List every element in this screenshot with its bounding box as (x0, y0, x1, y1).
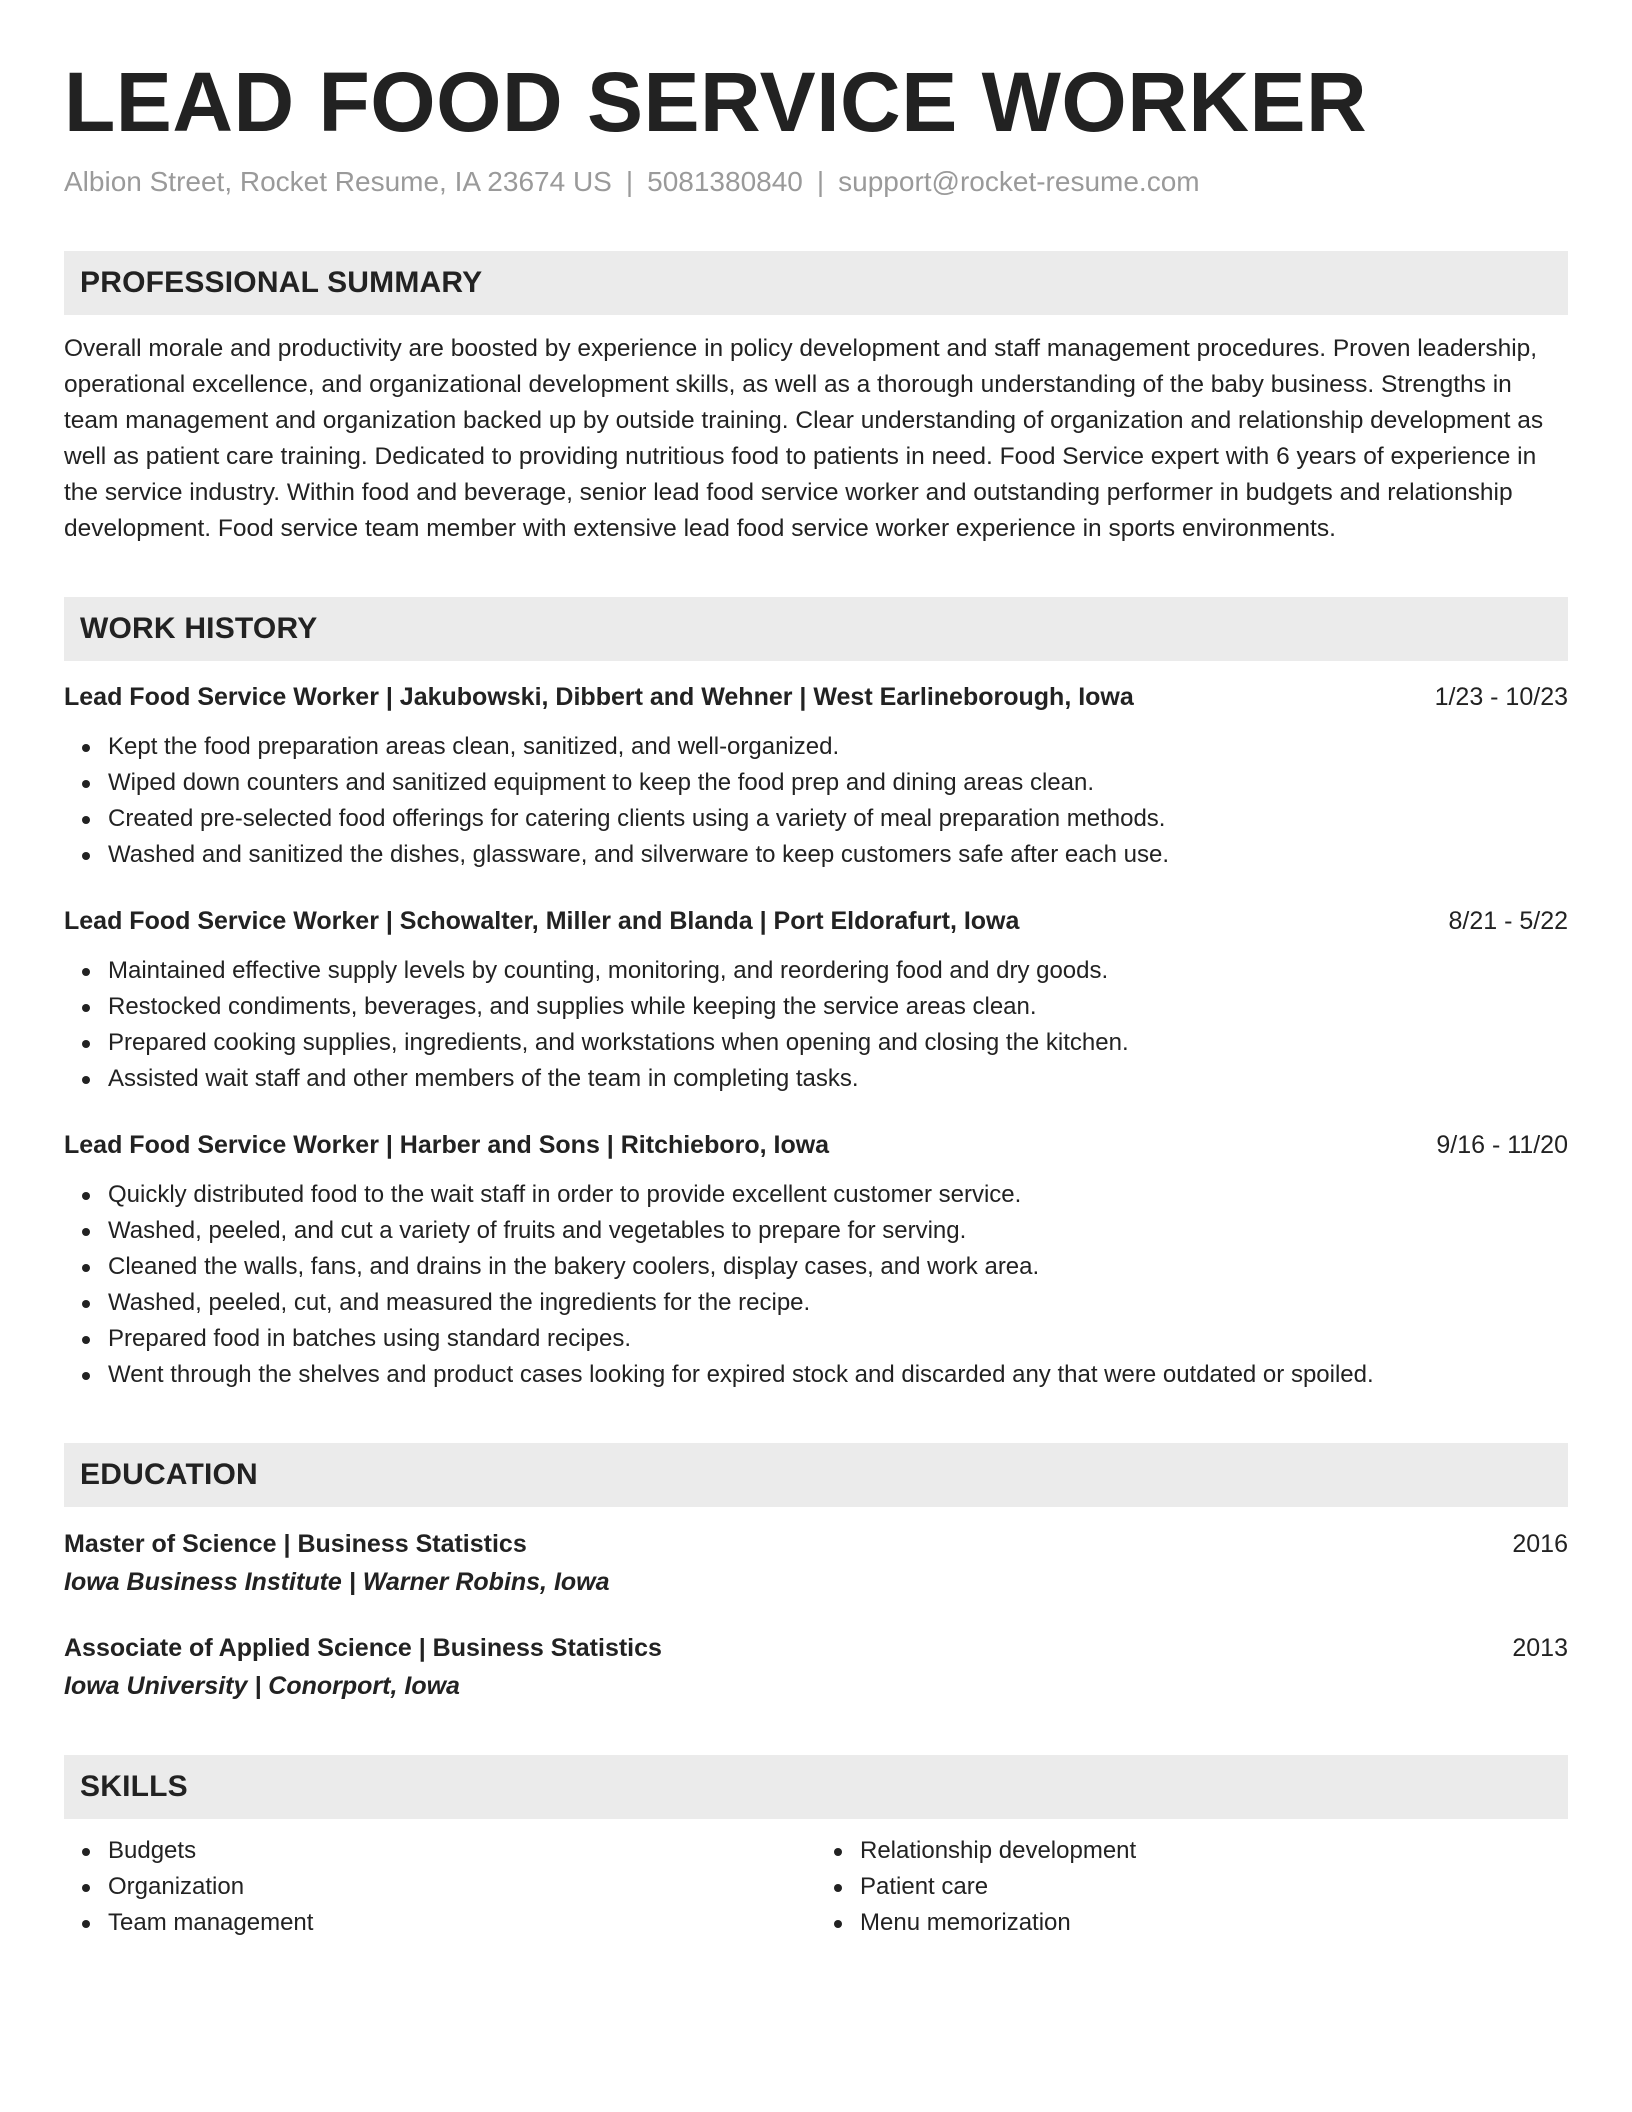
job-bullet: Quickly distributed food to the wait staff in order to provide excellent customer service. (108, 1177, 1568, 1213)
education-header (64, 1629, 1568, 1667)
job-dates: 8/21 - 5/22 (1448, 906, 1568, 935)
skills-column-right (816, 1833, 1568, 1941)
job-header (64, 679, 1568, 715)
job-bullets (64, 729, 1568, 873)
education-school: Iowa Business Institute | Warner Robins, Iowa (64, 1567, 610, 1596)
job-bullets (64, 953, 1568, 1097)
education-year: 2013 (1512, 1633, 1568, 1662)
skill-item: Team management (108, 1905, 816, 1941)
job-header (64, 903, 1568, 939)
contact-address: Albion Street, Rocket Resume, IA 23674 US (64, 166, 612, 198)
skill-item: Menu memorization (860, 1905, 1568, 1941)
section-heading-summary: PROFESSIONAL SUMMARY (64, 251, 1568, 315)
education-year: 2016 (1512, 1529, 1568, 1558)
skills-list (64, 1833, 1568, 1941)
job-bullet: Washed, peeled, cut, and measured the ingredients for the recipe. (108, 1285, 1568, 1321)
summary-text: Overall morale and productivity are boosted by experience in policy development and staff management procedures. Proven leadership, operational excellence, and organizational development skills, as well as a thorough understanding of the baby business. Strengths in team management and organization backed up by outside training. Clear understanding of organization and relationship development as well as patient care training. Dedicated to providing nutritious food to patients in need. Food Service expert with 6 years of experience in the service industry. Within food and beverage, senior lead food service worker and outstanding performer in budgets and relationship development. Food service team member with extensive lead food service worker experience in sports environments. (64, 334, 1544, 542)
job-title: Lead Food Service Worker | Harber and Sons | Ritchieboro, Iowa (64, 1130, 830, 1159)
job-bullets (64, 1177, 1568, 1393)
job-entry (64, 1127, 1568, 1393)
job-bullet: Maintained effective supply levels by counting, monitoring, and reordering food and dry goods. (108, 953, 1568, 989)
job-bullet: Prepared food in batches using standard recipes. (108, 1321, 1568, 1357)
job-entry (64, 679, 1568, 873)
job-bullet: Prepared cooking supplies, ingredients, and workstations when opening and closing the kitchen. (108, 1025, 1568, 1061)
contact-line (64, 164, 1568, 200)
education-degree: Associate of Applied Science | Business Statistics (64, 1633, 662, 1662)
job-bullet: Cleaned the walls, fans, and drains in the bakery coolers, display cases, and work area. (108, 1249, 1568, 1285)
job-bullet: Washed and sanitized the dishes, glassware, and silverware to keep customers safe after each use. (108, 837, 1568, 873)
education-header (64, 1525, 1568, 1563)
job-title: Lead Food Service Worker | Schowalter, Miller and Blanda | Port Eldorafurt, Iowa (64, 906, 1020, 935)
skill-item: Budgets (108, 1833, 816, 1869)
skill-item: Relationship development (860, 1833, 1568, 1869)
job-title: Lead Food Service Worker | Jakubowski, Dibbert and Wehner | West Earlineborough, Iowa (64, 682, 1134, 711)
job-bullet: Washed, peeled, and cut a variety of fruits and vegetables to prepare for serving. (108, 1213, 1568, 1249)
education-school: Iowa University | Conorport, Iowa (64, 1671, 460, 1700)
resume-name: LEAD FOOD SERVICE WORKER (64, 55, 1368, 149)
contact-email: support@rocket-resume.com (838, 166, 1200, 198)
section-heading-skills: SKILLS (64, 1755, 1568, 1819)
contact-phone: 5081380840 (647, 166, 803, 198)
skill-item: Organization (108, 1869, 816, 1905)
job-bullet: Restocked condiments, beverages, and supplies while keeping the service areas clean. (108, 989, 1568, 1025)
contact-separator: | (625, 166, 634, 198)
skills-column-left (64, 1833, 816, 1941)
education-entry (64, 1525, 1568, 1601)
education-degree: Master of Science | Business Statistics (64, 1529, 527, 1558)
skill-item: Patient care (860, 1869, 1568, 1905)
section-heading-work-history: WORK HISTORY (64, 597, 1568, 661)
job-dates: 9/16 - 11/20 (1436, 1130, 1568, 1159)
job-bullet: Wiped down counters and sanitized equipment to keep the food prep and dining areas clean. (108, 765, 1568, 801)
job-bullet: Kept the food preparation areas clean, sanitized, and well-organized. (108, 729, 1568, 765)
job-header (64, 1127, 1568, 1163)
contact-separator: | (816, 166, 825, 198)
job-entry (64, 903, 1568, 1097)
job-bullet: Assisted wait staff and other members of the team in completing tasks. (108, 1061, 1568, 1097)
job-bullet: Created pre-selected food offerings for catering clients using a variety of meal preparation methods. (108, 801, 1568, 837)
section-heading-education: EDUCATION (64, 1443, 1568, 1507)
job-bullet: Went through the shelves and product cases looking for expired stock and discarded any that were outdated or spoiled. (108, 1357, 1568, 1393)
education-entry (64, 1629, 1568, 1705)
job-dates: 1/23 - 10/23 (1434, 682, 1568, 711)
